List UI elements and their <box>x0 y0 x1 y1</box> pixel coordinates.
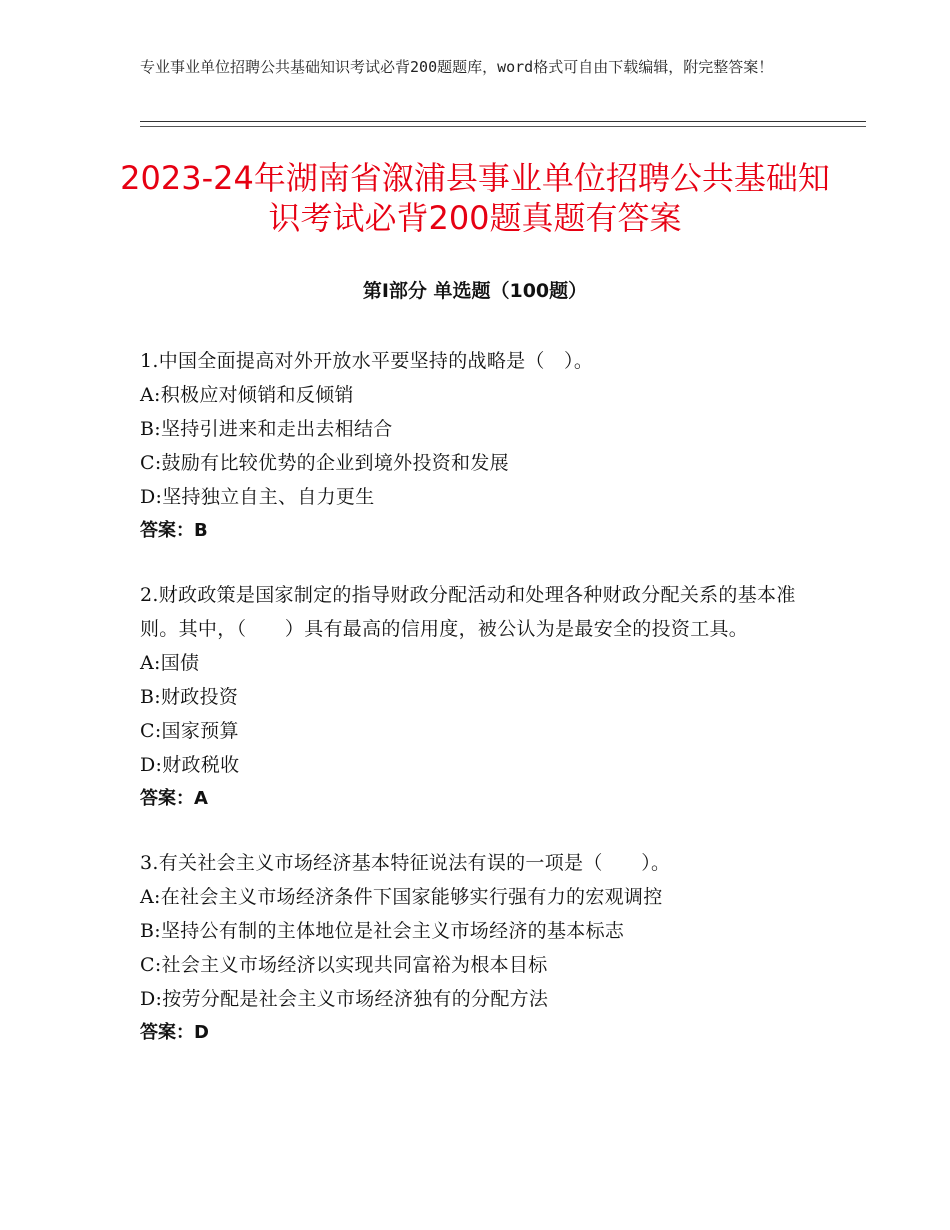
option-c: C:社会主义市场经济以实现共同富裕为根本目标 <box>140 954 548 976</box>
answer: 答案：B <box>140 520 208 541</box>
option-a: A:国债 <box>140 652 200 674</box>
answer: 答案：A <box>140 788 208 809</box>
option-d: D:按劳分配是社会主义市场经济独有的分配方法 <box>140 988 549 1010</box>
option-a: A:积极应对倾销和反倾销 <box>140 384 354 406</box>
option-c: C:鼓励有比较优势的企业到境外投资和发展 <box>140 452 509 474</box>
option-d: D:坚持独立自主、自力更生 <box>140 486 375 508</box>
header-rule-thin <box>140 126 866 127</box>
option-b: B:坚持引进来和走出去相结合 <box>140 418 393 440</box>
question-stem: 1.中国全面提高对外开放水平要坚持的战略是（ ）。 <box>140 350 594 372</box>
answer: 答案：D <box>140 1022 209 1043</box>
option-c: C:国家预算 <box>140 720 239 742</box>
question-stem: 3.有关社会主义市场经济基本特征说法有误的一项是（ ）。 <box>140 852 671 874</box>
option-b: B:财政投资 <box>140 686 239 708</box>
option-b: B:坚持公有制的主体地位是社会主义市场经济的基本标志 <box>140 920 625 942</box>
question-2 <box>140 578 800 816</box>
option-a: A:在社会主义市场经济条件下国家能够实行强有力的宏观调控 <box>140 886 663 908</box>
header-rule <box>140 121 866 122</box>
question-3 <box>140 846 800 1050</box>
question-1 <box>140 344 800 548</box>
question-list <box>140 344 800 1080</box>
option-d: D:财政税收 <box>140 754 240 776</box>
question-stem: 2.财政政策是国家制定的指导财政分配活动和处理各种财政分配关系的基本准则。其中，（ ）具有最高的信用度，被公认为是最安全的投资工具。 <box>140 584 796 640</box>
section-title: 第Ⅰ部分 单选题（100题） <box>362 280 588 302</box>
header-note: 专业事业单位招聘公共基础知识考试必背200题题库，word格式可自由下载编辑，附完整答案！ <box>140 58 774 76</box>
document-title: 2023-24年湖南省溆浦县事业单位招聘公共基础知识考试必背200题真题有答案 <box>120 159 830 237</box>
